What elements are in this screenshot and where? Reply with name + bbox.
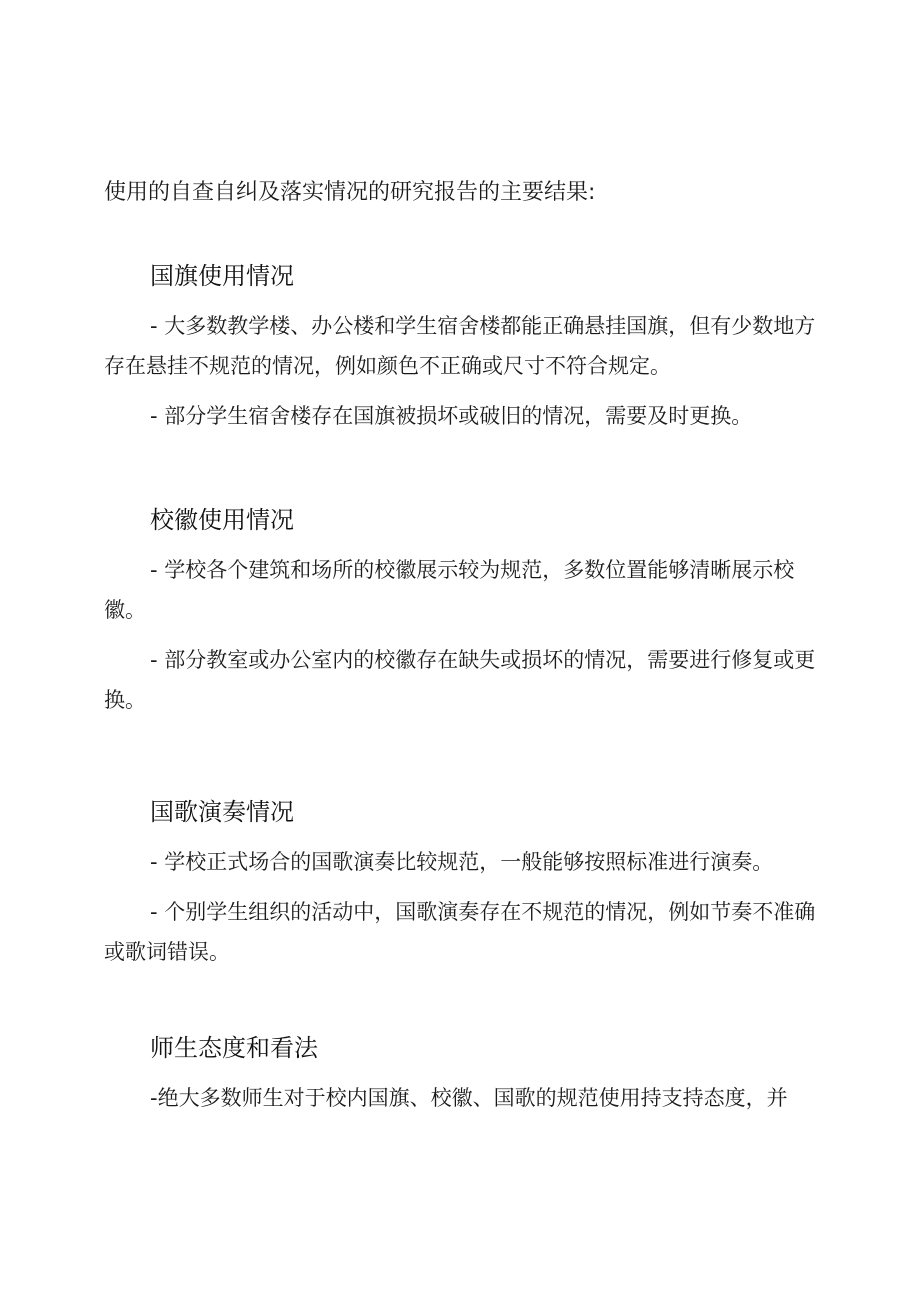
bullet-item: - 个别学生组织的活动中，国歌演奏存在不规范的情况，例如节奏不准确或歌词错误。	[104, 900, 816, 964]
bullet-item: - 学校各个建筑和场所的校徽展示较为规范，多数位置能够清晰展示校徽。	[104, 558, 795, 622]
section-heading: 国旗使用情况	[150, 262, 294, 290]
section-flag-usage	[104, 258, 820, 436]
bullet-item: - 大多数教学楼、办公楼和学生宿舍楼都能正确悬挂国旗，但有少数地方存在悬挂不规范的情况，例如颜色不正确或尺寸不符合规定。	[104, 314, 816, 378]
bullet-item: - 部分学生宿舍楼存在国旗被损坏或破旧的情况，需要及时更换。	[150, 404, 753, 428]
section-heading: 国歌演奏情况	[150, 798, 294, 826]
intro-paragraph: 使用的自查自纠及落实情况的研究报告的主要结果:	[104, 180, 596, 205]
section-emblem-usage	[104, 502, 820, 720]
bullet-item: -绝大多数师生对于校内国旗、校徽、国歌的规范使用持支持态度，并	[150, 1086, 788, 1110]
section-attitudes	[104, 1030, 820, 1118]
bullet-item: - 部分教室或办公室内的校徽存在缺失或损坏的情况，需要进行修复或更换。	[104, 648, 816, 712]
bullet-item: - 学校正式场合的国歌演奏比较规范，一般能够按照标准进行演奏。	[150, 850, 774, 874]
section-heading: 师生态度和看法	[150, 1034, 318, 1062]
section-anthem-performance	[104, 794, 820, 972]
section-heading: 校徽使用情况	[150, 506, 294, 534]
